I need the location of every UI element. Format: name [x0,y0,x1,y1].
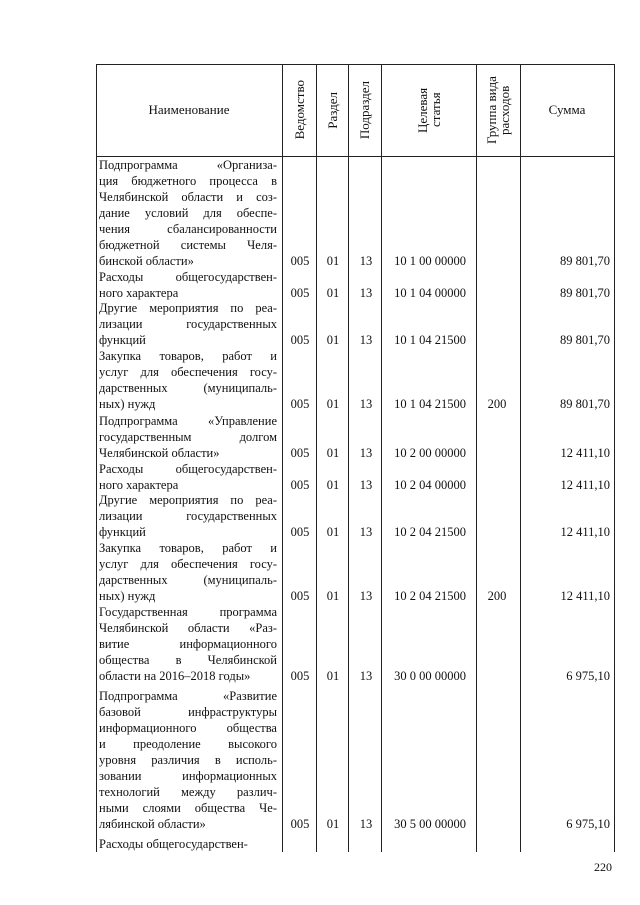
table-row [96,688,614,832]
table-row [96,348,614,412]
header-razdel-text: Раздел [324,91,340,129]
row-name-line: дарственных (муниципаль- [99,381,277,395]
row-name-line: области на 2016–2018 годы» [99,669,251,683]
cell-podrazdel: 13 [359,525,373,539]
cell-vedomstvo: 005 [290,333,310,347]
cell-vedomstvo: 005 [290,446,310,460]
header-vedomstvo [282,64,316,156]
cell-razdel: 01 [326,817,340,831]
cell-razdel: 01 [326,669,340,683]
header-name [96,64,282,156]
cell-vedomstvo: 005 [290,817,310,831]
row-name-line: ция бюджетного процесса в [99,174,277,188]
row-name-line: бюджетной системы Челя- [99,238,277,252]
row-name-line: Другие мероприятия по реа- [99,493,277,507]
row-name [99,269,277,301]
row-name [99,540,277,604]
row-name-line: лизации государственных [99,509,277,523]
row-name-line: функций [99,525,146,539]
header-podrazdel-text: Подраздел [357,80,372,140]
row-name [99,157,277,269]
table-row [96,269,614,301]
table-row [96,540,614,604]
table-row [96,157,614,269]
cell-summa: 12 411,10 [560,525,610,539]
row-name-line: функций [99,333,146,347]
cell-razdel: 01 [326,446,340,460]
cell-podrazdel: 13 [359,286,373,300]
cell-razdel: 01 [326,589,340,603]
cell-vedomstvo: 005 [290,525,310,539]
row-name-line: государственным долгом [99,430,277,444]
cell-summa: 12 411,10 [560,478,610,492]
cell-gruppa: 200 [487,589,507,603]
row-name [99,688,277,832]
cell-podrazdel: 13 [359,589,373,603]
row-name-line: Закупка товаров, работ и [99,541,277,555]
row-name-line: технологий между различ- [99,785,277,799]
row-name-line: базовой инфраструктуры [99,705,277,719]
row-name [99,300,277,348]
table-row [96,604,614,684]
row-name [99,492,277,540]
cell-celevaya: 10 1 00 00000 [394,254,466,268]
row-name-line: зовании информационных [99,769,277,783]
cell-razdel: 01 [326,478,340,492]
row-name [99,348,277,412]
cell-celevaya: 10 2 04 21500 [394,589,466,603]
row-name-line: дание условий для обеспе- [99,206,277,220]
row-name-line: бинской области» [99,254,194,268]
row-name-line: ных) нужд [99,397,156,411]
cell-summa: 6 975,10 [566,669,610,683]
header-gruppa-text: Группа вида расходов [484,76,512,144]
cell-celevaya: 10 2 04 00000 [394,478,466,492]
table-row [96,492,614,540]
row-name [99,836,277,852]
row-name-line: услуг для обеспечения госу- [99,365,277,379]
cell-summa: 12 411,10 [560,446,610,460]
row-name-line: общества в Челябинской [99,653,277,667]
row-name-line: ного характера [99,478,179,492]
row-name-line: Расходы общегосударствен- [99,462,277,476]
cell-gruppa: 200 [487,397,507,411]
cell-podrazdel: 13 [359,669,373,683]
cell-celevaya: 10 2 04 21500 [394,525,466,539]
cell-podrazdel: 13 [359,333,373,347]
row-name-line: Подпрограмма «Управление [99,414,277,428]
cell-podrazdel: 13 [359,817,373,831]
cell-vedomstvo: 005 [290,286,310,300]
row-name-line: Подпрограмма «Развитие [99,689,277,703]
cell-vedomstvo: 005 [290,589,310,603]
row-name-line: дарственных (муниципаль- [99,573,277,587]
row-name-line: Подпрограмма «Организа- [99,158,277,172]
header-vedomstvo-text: Ведомство [291,80,307,140]
cell-summa: 12 411,10 [560,589,610,603]
row-name-line: Челябинской области» [99,446,220,460]
cell-summa: 89 801,70 [560,333,610,347]
header-razdel [316,64,348,156]
row-name-line: Государственная программа [99,605,277,619]
cell-vedomstvo: 005 [290,397,310,411]
table-row [96,461,614,493]
cell-summa: 89 801,70 [560,397,610,411]
cell-podrazdel: 13 [359,446,373,460]
cell-celevaya: 10 1 04 21500 [394,397,466,411]
cell-podrazdel: 13 [359,254,373,268]
table-right-border [614,64,615,852]
row-name-line: ного характера [99,286,179,300]
cell-razdel: 01 [326,525,340,539]
cell-razdel: 01 [326,397,340,411]
row-name-line: информационного общества [99,721,277,735]
cell-celevaya: 10 2 00 00000 [394,446,466,460]
cell-celevaya: 30 0 00 00000 [394,669,466,683]
header-summa [520,64,614,156]
header-celevaya-text: Целевая статья [414,87,443,133]
table-row [96,836,614,852]
cell-razdel: 01 [326,254,340,268]
row-name-line: Расходы общегосударствен- [99,270,277,284]
row-name-line: Расходы общегосударствен- [99,837,248,851]
row-name-line: Другие мероприятия по реа- [99,301,277,315]
cell-summa: 6 975,10 [566,817,610,831]
cell-celevaya: 10 1 04 21500 [394,333,466,347]
cell-summa: 89 801,70 [560,254,610,268]
header-gruppa [476,64,520,156]
cell-vedomstvo: 005 [290,254,310,268]
table-row [96,300,614,348]
cell-celevaya: 10 1 04 00000 [394,286,466,300]
cell-vedomstvo: 005 [290,669,310,683]
cell-razdel: 01 [326,286,340,300]
row-name-line: уровня различия в исполь- [99,753,277,767]
row-name-line: ных) нужд [99,589,156,603]
row-name-line: Челябинской области и соз- [99,190,277,204]
row-name-line: ными слоями общества Че- [99,801,277,815]
cell-podrazdel: 13 [359,478,373,492]
row-name-line: лизации государственных [99,317,277,331]
cell-podrazdel: 13 [359,397,373,411]
header-name-text: Наименование [148,102,230,117]
table-row [96,413,614,461]
cell-celevaya: 30 5 00 00000 [394,817,466,831]
row-name-line: и преодоление высокого [99,737,277,751]
row-name-line: витие информационного [99,637,277,651]
header-podrazdel [348,64,381,156]
row-name-line: лябинской области» [99,817,206,831]
row-name-line: Закупка товаров, работ и [99,349,277,363]
row-name [99,413,277,461]
row-name-line: услуг для обеспечения госу- [99,557,277,571]
row-name [99,461,277,493]
header-summa-text: Сумма [548,102,586,117]
header-celevaya [381,64,476,156]
cell-razdel: 01 [326,333,340,347]
row-name [99,604,277,684]
cell-summa: 89 801,70 [560,286,610,300]
row-name-line: чения сбалансированности [99,222,277,236]
cell-vedomstvo: 005 [290,478,310,492]
row-name-line: Челябинской области «Раз- [99,621,277,635]
page-number: 220 [594,860,612,874]
